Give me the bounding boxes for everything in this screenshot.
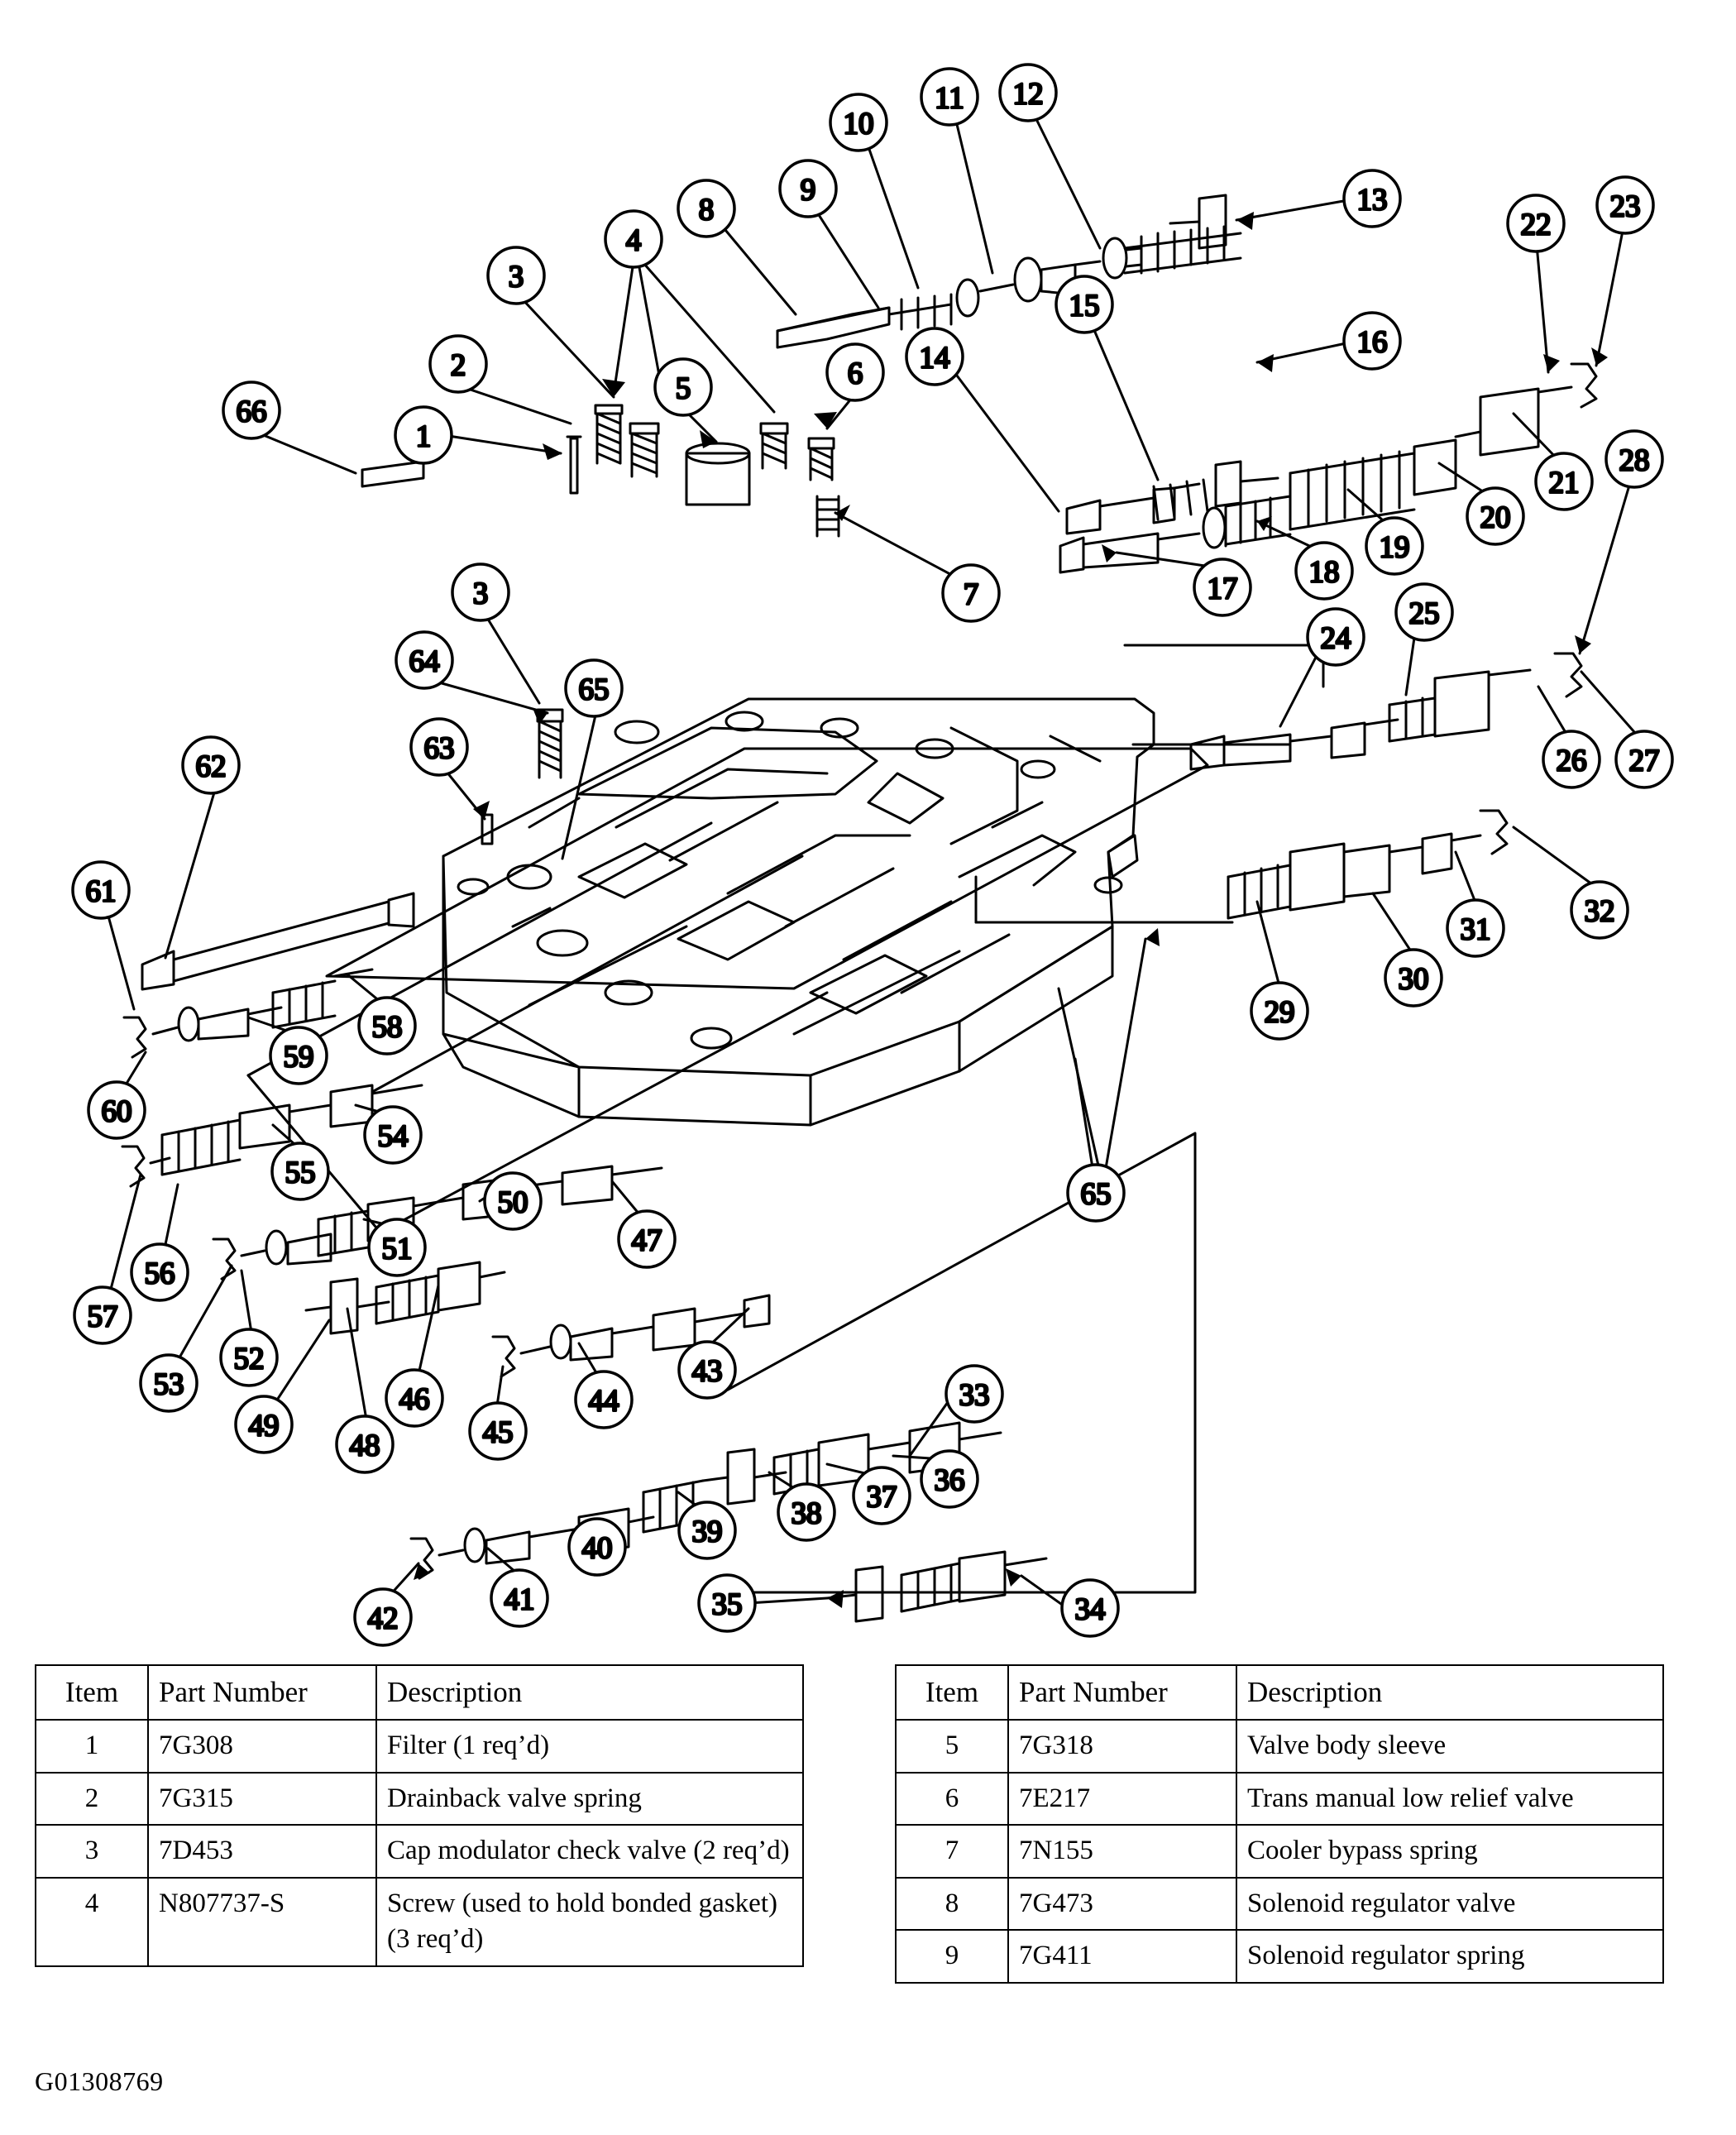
- valve-train-left-1: [124, 969, 372, 1057]
- column-header-description: Description: [1236, 1665, 1663, 1720]
- callout-label: 14: [919, 341, 950, 376]
- callout-64: [396, 632, 452, 688]
- callout-label: 32: [1584, 894, 1615, 929]
- callout-10: [830, 94, 887, 151]
- callout-label: 51: [381, 1232, 413, 1266]
- callout-label: 9: [800, 173, 816, 208]
- cell-part-number: 7G411: [1008, 1930, 1236, 1983]
- callout-label: 37: [866, 1480, 897, 1515]
- callout-label: 27: [1628, 744, 1660, 778]
- cell-item: 6: [896, 1773, 1008, 1826]
- callout-label: 65: [1080, 1177, 1112, 1212]
- callout-55: [272, 1143, 328, 1199]
- valve-train-bottom: [827, 1552, 1046, 1621]
- table-row: [896, 1825, 1663, 1878]
- callout-63: [411, 719, 467, 775]
- callout-51: [369, 1219, 425, 1276]
- cell-part-number: 7G315: [148, 1773, 376, 1826]
- callout-9: [780, 160, 836, 217]
- callout-8: [678, 180, 734, 237]
- cell-description: Filter (1 req’d): [376, 1720, 803, 1773]
- callout-40: [569, 1519, 625, 1575]
- parts-table-right: [895, 1664, 1664, 1984]
- parts-table-left: [35, 1664, 804, 1967]
- table-row: [36, 1825, 803, 1878]
- cell-part-number: N807737-S: [148, 1878, 376, 1966]
- cell-item: 5: [896, 1720, 1008, 1773]
- table-row: [896, 1930, 1663, 1983]
- callout-36: [921, 1451, 978, 1507]
- callout-60: [88, 1082, 145, 1138]
- callout-4: [605, 211, 662, 267]
- callout-20: [1467, 488, 1523, 544]
- callout-label: 39: [691, 1515, 723, 1549]
- callout-27: [1616, 731, 1672, 787]
- callout-label: 52: [233, 1342, 265, 1376]
- table-row: [36, 1878, 803, 1966]
- callout-label: 34: [1074, 1592, 1106, 1627]
- callout-label: 63: [423, 731, 455, 766]
- cell-part-number: 7E217: [1008, 1773, 1236, 1826]
- callout-label: 62: [195, 749, 227, 784]
- callout-label: 54: [377, 1119, 409, 1154]
- callout-24: [1308, 609, 1364, 665]
- callout-label: 8: [698, 193, 715, 227]
- callout-21: [1536, 453, 1592, 510]
- callout-15: [1056, 276, 1112, 333]
- table-row: [896, 1720, 1663, 1773]
- valve-train-fourth: [1191, 653, 1581, 769]
- callout-label: 65: [578, 673, 610, 707]
- cell-item: 3: [36, 1825, 148, 1878]
- column-header-part-number: Part Number: [148, 1665, 376, 1720]
- callout-47: [619, 1211, 675, 1267]
- parts-tables: [0, 1664, 1736, 2037]
- callout-label: 23: [1609, 189, 1641, 224]
- callout-23: [1597, 177, 1653, 233]
- cell-description: Solenoid regulator spring: [1236, 1930, 1663, 1983]
- callout-label: 11: [935, 81, 964, 116]
- callout-1: [395, 407, 452, 463]
- callout-label: 21: [1548, 466, 1580, 500]
- callout-label: 56: [144, 1257, 175, 1291]
- callout-label: 59: [283, 1040, 314, 1075]
- callout-label: 24: [1320, 621, 1351, 656]
- callout-label: 36: [934, 1463, 965, 1498]
- callout-30: [1385, 950, 1442, 1006]
- callout-label: 35: [711, 1587, 743, 1622]
- valve-train-top: [777, 195, 1241, 347]
- callout-3: [452, 564, 509, 620]
- callout-66: [223, 382, 280, 438]
- callout-48: [337, 1416, 393, 1472]
- cell-description: Trans manual low relief valve: [1236, 1773, 1663, 1826]
- cell-part-number: 7G473: [1008, 1878, 1236, 1931]
- callout-label: 10: [843, 107, 874, 141]
- callout-label: 46: [399, 1382, 430, 1417]
- callout-41: [491, 1570, 548, 1626]
- callout-42: [355, 1589, 411, 1645]
- long-shaft-62: [142, 893, 414, 989]
- column-header-description: Description: [376, 1665, 803, 1720]
- callout-label: 5: [675, 371, 691, 406]
- callout-39: [679, 1502, 735, 1558]
- callout-label: 50: [497, 1185, 528, 1220]
- callout-label: 17: [1207, 572, 1238, 606]
- callout-label: 60: [101, 1094, 132, 1129]
- callout-65: [1068, 1165, 1124, 1221]
- callout-43: [679, 1342, 735, 1398]
- callout-54: [365, 1107, 421, 1163]
- callout-label: 57: [87, 1300, 118, 1334]
- callout-29: [1251, 983, 1308, 1039]
- callout-label: 3: [472, 577, 489, 611]
- cell-item: 7: [896, 1825, 1008, 1878]
- callout-label: 15: [1069, 289, 1100, 323]
- callout-11: [921, 69, 978, 125]
- callout-57: [74, 1287, 131, 1343]
- callout-label: 30: [1398, 962, 1429, 997]
- callout-label: 47: [631, 1223, 662, 1258]
- callout-50: [485, 1173, 541, 1229]
- callout-35: [699, 1575, 755, 1631]
- callout-17: [1194, 559, 1251, 615]
- callout-44: [576, 1371, 632, 1428]
- table-row: [36, 1720, 803, 1773]
- figure-code: G01308769: [35, 2066, 164, 2096]
- cell-item: 1: [36, 1720, 148, 1773]
- callout-label: 48: [349, 1429, 380, 1463]
- callout-label: 7: [963, 577, 979, 612]
- callout-16: [1344, 313, 1400, 369]
- leader-lines: [108, 114, 1641, 1608]
- cell-item: 2: [36, 1773, 148, 1826]
- callout-5: [655, 359, 711, 415]
- cell-description: Drainback valve spring: [376, 1773, 803, 1826]
- cell-part-number: 7G318: [1008, 1720, 1236, 1773]
- callout-label: 29: [1264, 995, 1295, 1030]
- callout-label: 64: [409, 644, 440, 679]
- table-row: [896, 1878, 1663, 1931]
- callout-65: [566, 660, 622, 716]
- callout-label: 19: [1379, 530, 1410, 565]
- callout-label: 12: [1012, 77, 1044, 112]
- callout-37: [854, 1467, 910, 1524]
- callout-19: [1366, 518, 1423, 574]
- cell-description: Cooler bypass spring: [1236, 1825, 1663, 1878]
- cell-description: Screw (used to hold bonded gasket) (3 req’d): [376, 1878, 803, 1966]
- callout-label: 45: [482, 1415, 514, 1450]
- column-header-part-number: Part Number: [1008, 1665, 1236, 1720]
- callout-label: 1: [415, 419, 432, 454]
- callout-label: 40: [581, 1531, 613, 1566]
- valve-train-second: [1067, 462, 1278, 534]
- callout-label: 53: [153, 1367, 184, 1402]
- callout-61: [73, 862, 129, 918]
- callout-38: [778, 1484, 835, 1540]
- callout-label: 28: [1619, 443, 1650, 478]
- callout-18: [1296, 543, 1352, 599]
- cell-description: Solenoid regulator valve: [1236, 1878, 1663, 1931]
- callout-31: [1447, 900, 1504, 956]
- table-row: [36, 1773, 803, 1826]
- callout-56: [132, 1244, 188, 1300]
- column-header-item: Item: [896, 1665, 1008, 1720]
- table-header-row: [896, 1665, 1663, 1720]
- callout-label: 4: [625, 223, 642, 258]
- callout-13: [1344, 170, 1400, 227]
- callout-label: 2: [450, 348, 466, 383]
- callout-7: [943, 565, 999, 621]
- callout-label: 55: [285, 1156, 316, 1190]
- callout-33: [946, 1366, 1002, 1422]
- callout-45: [470, 1403, 526, 1459]
- callout-53: [141, 1355, 197, 1411]
- callout-label: 16: [1356, 325, 1388, 360]
- cell-description: Valve body sleeve: [1236, 1720, 1663, 1773]
- callout-28: [1606, 431, 1662, 487]
- callout-label: 3: [508, 260, 524, 294]
- callout-label: 61: [85, 874, 117, 909]
- callout-label: 25: [1408, 596, 1440, 631]
- callout-2: [430, 336, 486, 392]
- callout-26: [1543, 731, 1600, 787]
- valve-train-third: [1060, 364, 1596, 572]
- callout-58: [359, 998, 415, 1054]
- callout-label: 26: [1556, 744, 1587, 778]
- plunger-64: [482, 710, 562, 844]
- cell-part-number: 7G308: [148, 1720, 376, 1773]
- callout-label: 66: [236, 395, 267, 429]
- callout-label: 42: [367, 1601, 399, 1636]
- callout-52: [221, 1329, 277, 1386]
- callout-label: 38: [791, 1496, 822, 1531]
- callout-label: 20: [1480, 500, 1511, 535]
- cell-part-number: 7N155: [1008, 1825, 1236, 1878]
- callout-label: 22: [1520, 208, 1552, 242]
- callout-label: 18: [1308, 555, 1340, 590]
- cell-description: Cap modulator check valve (2 req’d): [376, 1825, 803, 1878]
- callout-label: 58: [371, 1010, 403, 1045]
- table-header-row: [36, 1665, 803, 1720]
- callout-34: [1062, 1580, 1118, 1636]
- cell-item: 4: [36, 1878, 148, 1966]
- column-header-item: Item: [36, 1665, 148, 1720]
- callout-label: 41: [504, 1582, 535, 1617]
- callout-label: 44: [588, 1384, 619, 1419]
- table-row: [896, 1773, 1663, 1826]
- callout-label: 33: [959, 1378, 990, 1413]
- cell-item: 8: [896, 1878, 1008, 1931]
- callout-3: [488, 247, 544, 304]
- callout-6: [827, 344, 883, 400]
- callout-49: [236, 1396, 292, 1453]
- callout-12: [1000, 65, 1056, 121]
- callout-label: 43: [691, 1354, 723, 1389]
- callout-label: 13: [1356, 183, 1388, 218]
- cell-item: 9: [896, 1930, 1008, 1983]
- callout-32: [1571, 882, 1628, 938]
- callout-22: [1508, 195, 1564, 251]
- callout-59: [270, 1027, 327, 1084]
- cell-part-number: 7D453: [148, 1825, 376, 1878]
- callout-14: [906, 328, 963, 385]
- callout-46: [386, 1370, 442, 1426]
- callout-25: [1396, 584, 1452, 640]
- callout-label: 6: [847, 357, 863, 391]
- callout-label: 49: [248, 1409, 280, 1443]
- callout-62: [183, 737, 239, 793]
- callout-label: 31: [1460, 912, 1491, 947]
